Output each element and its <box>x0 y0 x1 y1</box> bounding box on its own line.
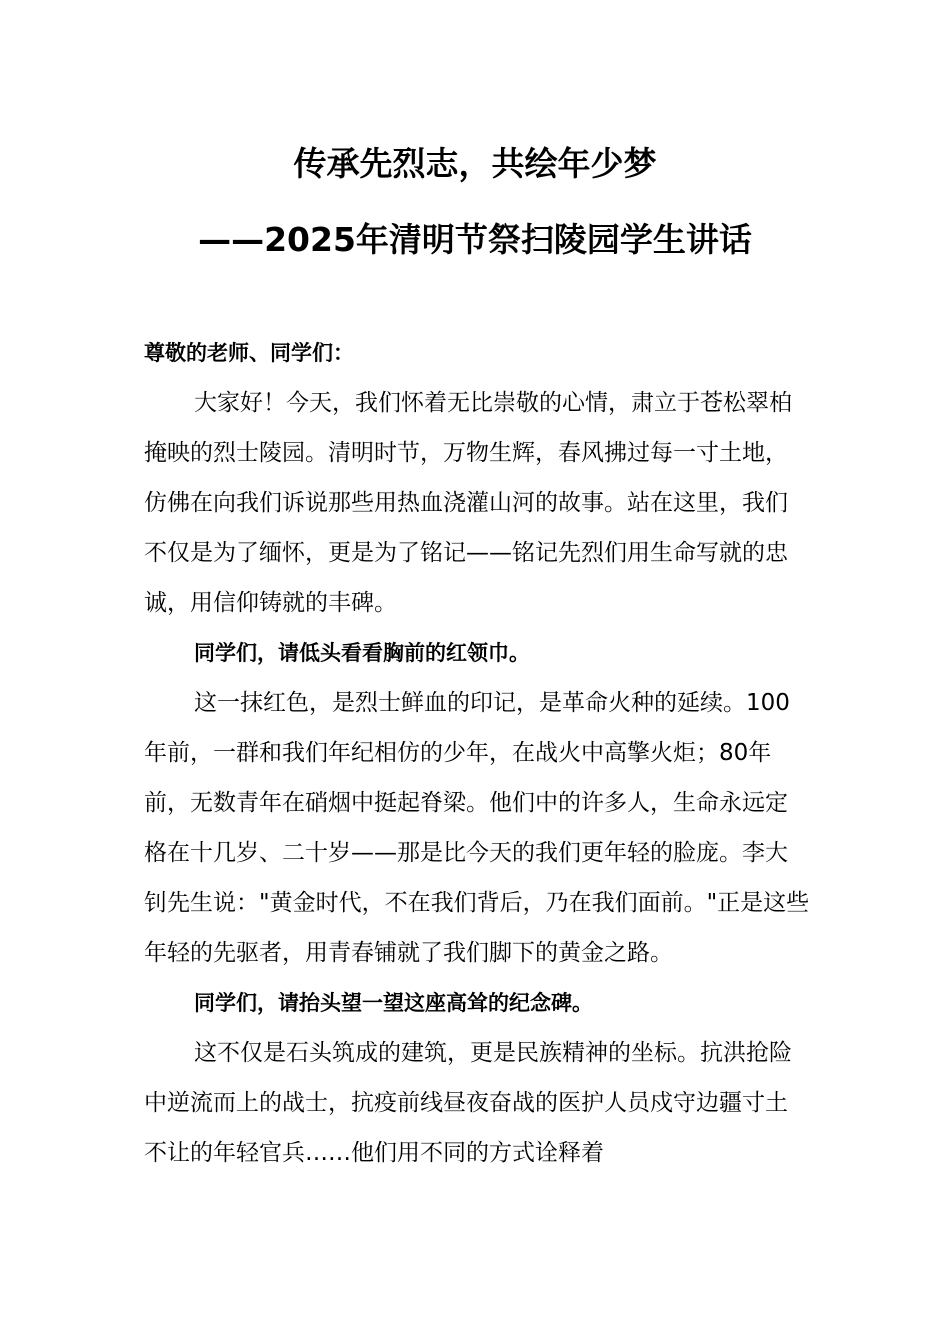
document-body <box>144 328 810 1178</box>
paragraph-monument: 这不仅是石头筑成的建筑，更是民族精神的坐标。抗洪抢险中逆流而上的战士，抗疫前线昼夜奋战的医护人员戍守边疆寸土不让的年轻官兵……他们用不同的方式诠释着 <box>144 1040 792 1166</box>
paragraph-greeting: 大家好！今天，我们怀着无比崇敬的心情，肃立于苍松翠柏掩映的烈士陵园。清明时节，万物生辉，春风拂过每一寸土地，仿佛在向我们诉说那些用热血浇灌山河的故事。站在这里，我们不仅是为了缅怀，更是为了铭记——铭记先烈们用生命写就的忠诚，用信仰铸就的丰碑。 <box>144 390 792 616</box>
salutation: 尊敬的老师、同学们： <box>144 341 354 365</box>
paragraph-heading-monument: 同学们，请抬头望一望这座高耸的纪念碑。 <box>194 991 593 1015</box>
document-subtitle: ——2025年清明节祭扫陵园学生讲话 <box>198 220 752 259</box>
paragraph-red-scarf: 这一抹红色，是烈士鲜血的印记，是革命火种的延续。100年前，一群和我们年纪相仿的少年，在战火中高擎火炬；80年前，无数青年在硝烟中挺起脊梁。他们中的许多人，生命永远定格在十几岁、二十岁——那是比今天的我们更年轻的脸庞。李大钊先生说："黄金时代，不在我们背后，乃在我们面前。"正是这些年轻的先驱者，用青春铺就了我们脚下的黄金之路。 <box>144 690 810 966</box>
paragraph-heading-red-scarf: 同学们，请低头看看胸前的红领巾。 <box>194 641 530 665</box>
document-title: 传承先烈志，共绘年少梦 <box>293 144 657 183</box>
